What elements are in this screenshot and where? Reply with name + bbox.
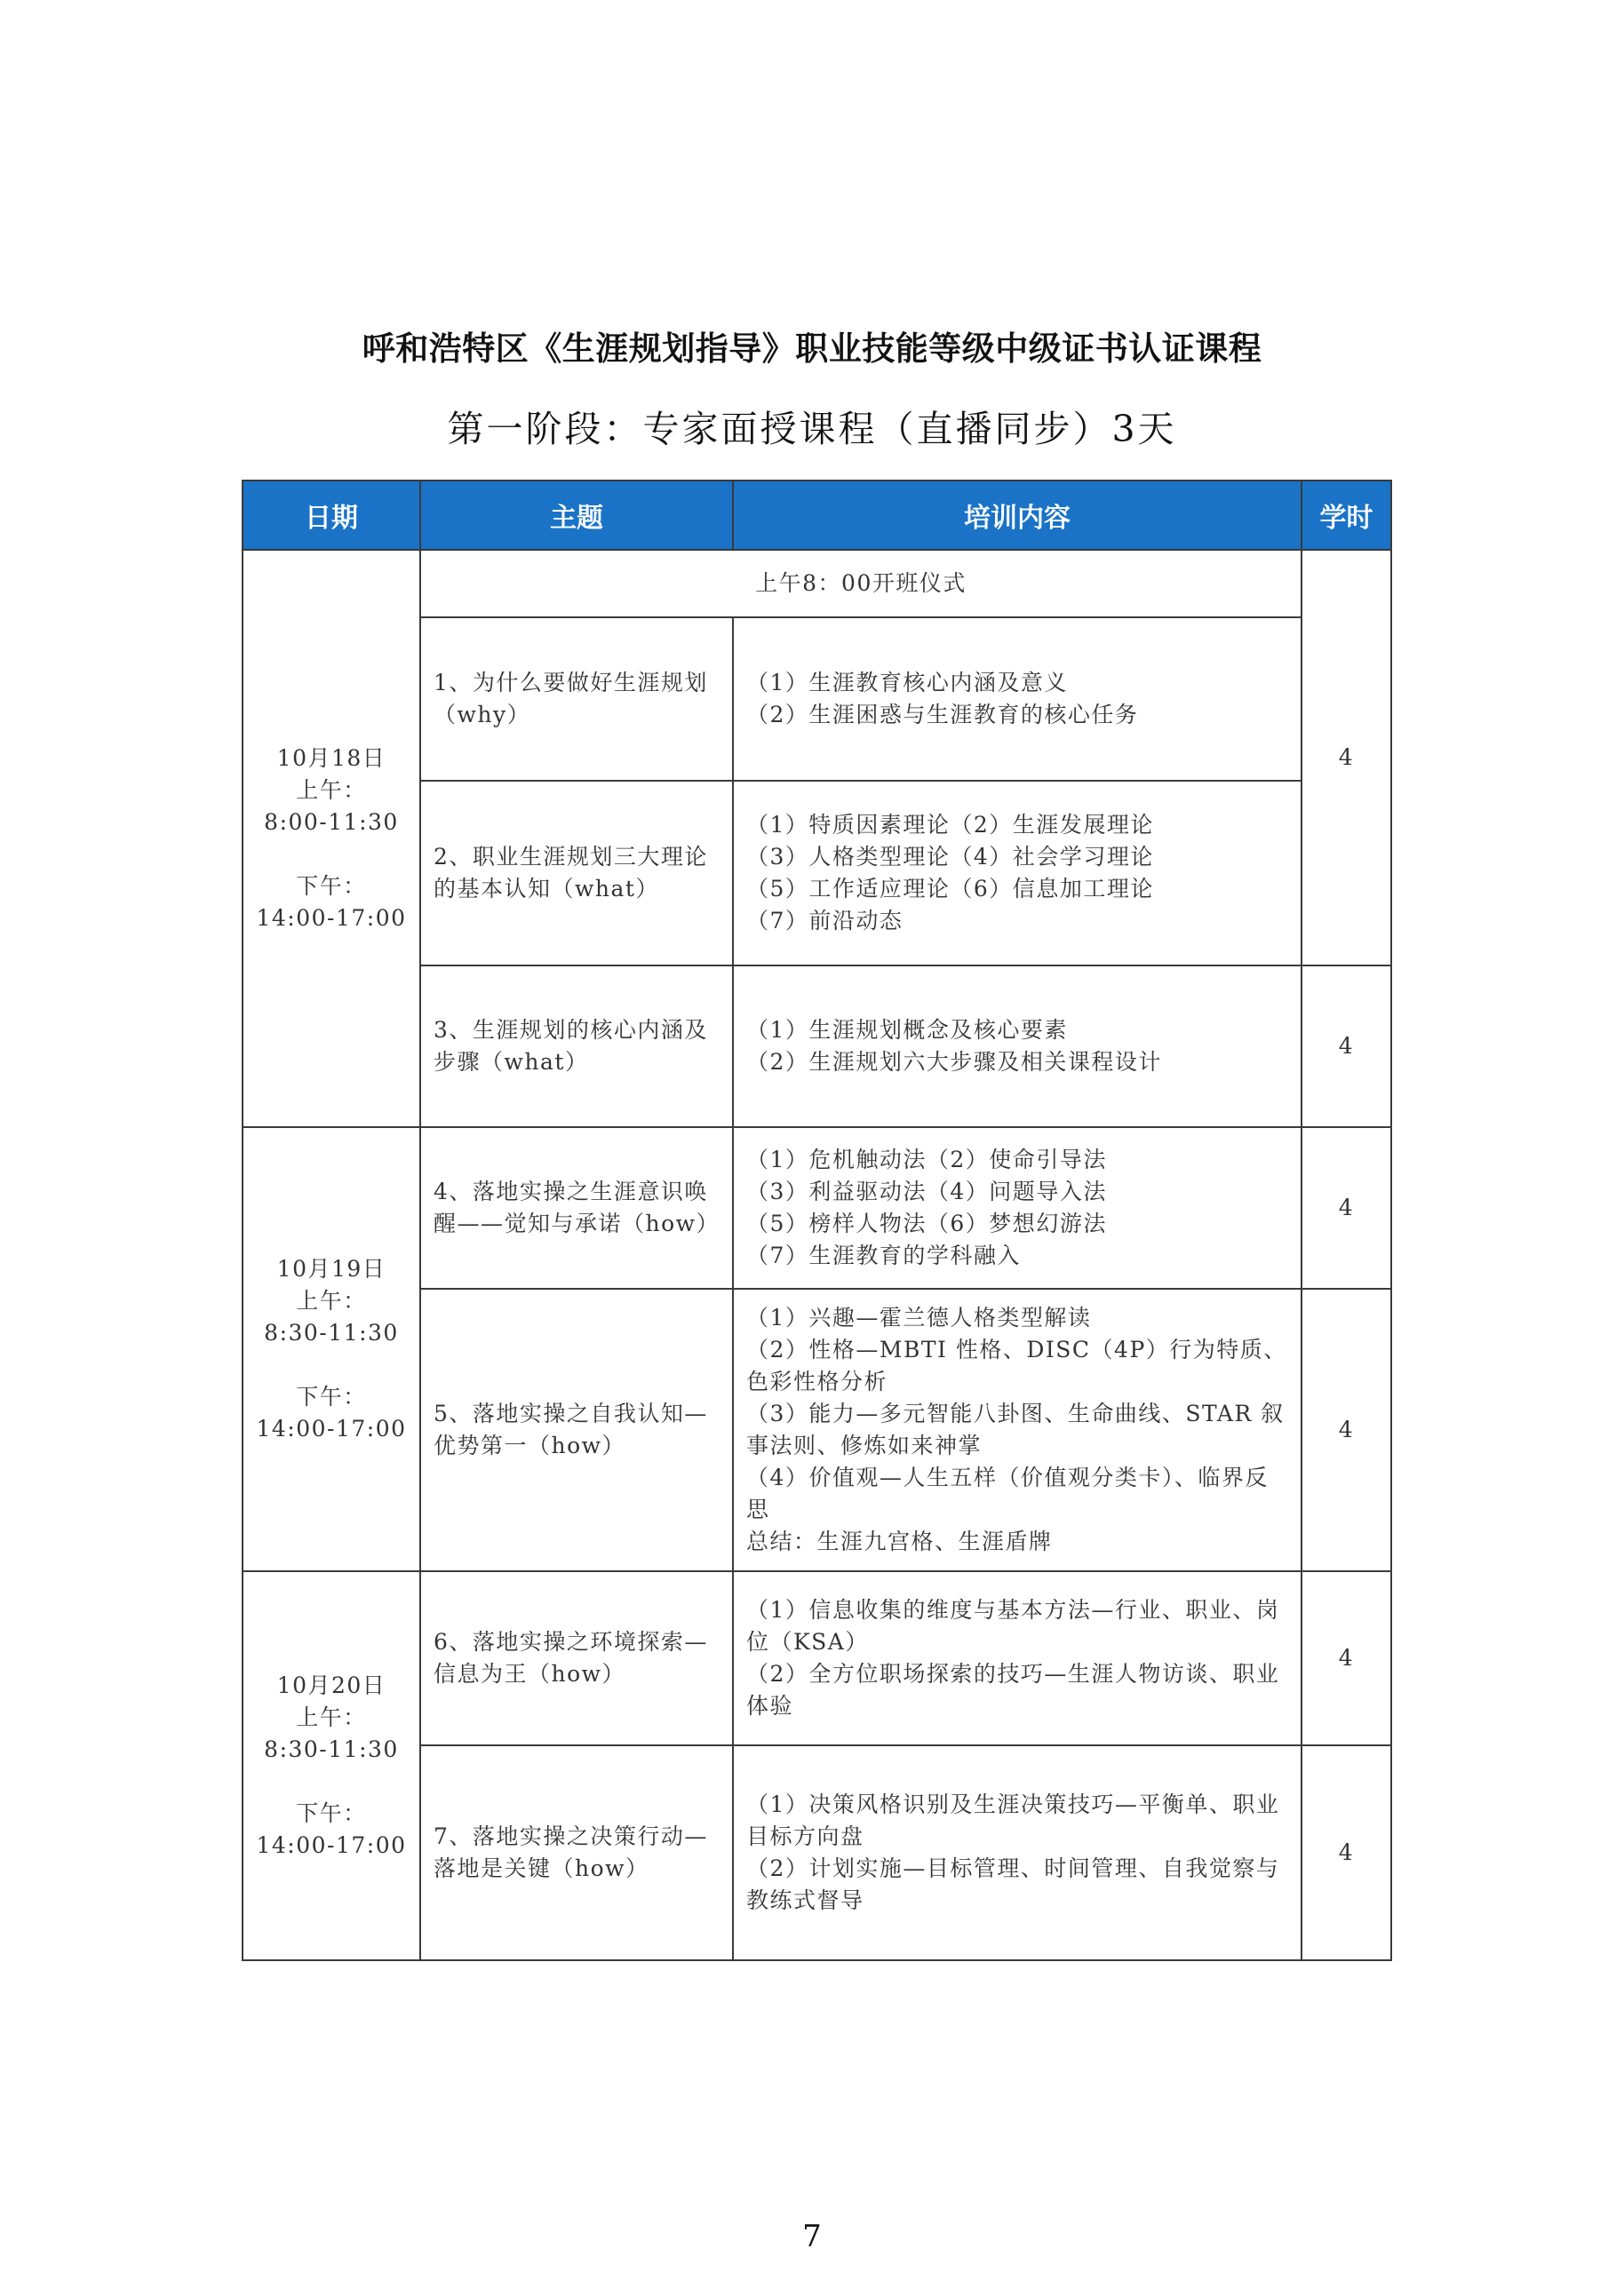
content-line: （1）信息收集的维度与基本方法—行业、职业、岗位（KSA） — [746, 1597, 1280, 1655]
content-line: （1）决策风格识别及生涯决策技巧—平衡单、职业目标方向盘 — [746, 1792, 1280, 1849]
content-line: （3）利益驱动法（4）问题导入法 — [746, 1179, 1107, 1204]
content-line: （1）特质因素理论（2）生涯发展理论 — [746, 812, 1154, 838]
morning-time: 8:00-11:30 — [264, 809, 399, 835]
document-subtitle: 第一阶段：专家面授课程（直播同步）3天 — [447, 408, 1177, 450]
content-line: （2）计划实施—目标管理、时间管理、自我觉察与教练式督导 — [746, 1855, 1280, 1913]
date-label: 10月20日 — [276, 1672, 386, 1698]
content-line: （7）生涯教育的学科融入 — [746, 1243, 1021, 1268]
hours-cell: 4 — [1302, 1571, 1391, 1745]
content-line: 总结：生涯九宫格、生涯盾牌 — [746, 1529, 1053, 1554]
table-header-row — [243, 481, 1391, 550]
hours-cell: 4 — [1302, 550, 1391, 965]
content-cell — [733, 1127, 1302, 1289]
date-label: 10月19日 — [276, 1256, 386, 1282]
content-line: （1）危机触动法（2）使命引导法 — [746, 1147, 1107, 1172]
header-topic: 主题 — [420, 481, 733, 550]
content-line: （2）性格—MBTI 性格、DISC（4P）行为特质、色彩性格分析 — [746, 1337, 1287, 1394]
content-line: （7）前沿动态 — [746, 908, 904, 933]
morning-time: 8:30-11:30 — [264, 1736, 399, 1762]
content-line: （1）生涯教育核心内涵及意义 — [746, 670, 1068, 695]
topic-cell: 1、为什么要做好生涯规划（why） — [420, 617, 733, 781]
content-line: （2）生涯规划六大步骤及相关课程设计 — [746, 1049, 1162, 1075]
morning-label: 上午： — [296, 1288, 367, 1314]
topic-cell: 7、落地实操之决策行动—落地是关键（how） — [420, 1745, 733, 1960]
topic-cell: 2、职业生涯规划三大理论的基本认知（what） — [420, 781, 733, 965]
afternoon-time: 14:00-17:00 — [256, 905, 407, 931]
afternoon-label: 下午： — [296, 1384, 367, 1410]
content-cell — [733, 1571, 1302, 1745]
table-row — [243, 550, 1391, 617]
date-gap — [256, 1349, 407, 1381]
content-cell — [733, 781, 1302, 965]
morning-label: 上午： — [296, 1704, 367, 1730]
hours-cell: 4 — [1302, 1745, 1391, 1960]
date-cell-day3 — [243, 1571, 420, 1960]
afternoon-time: 14:00-17:00 — [256, 1416, 407, 1442]
page-number: 7 — [802, 2219, 822, 2254]
content-line: （3）人格类型理论（4）社会学习理论 — [746, 844, 1154, 870]
morning-label: 上午： — [296, 777, 367, 803]
content-cell — [733, 1289, 1302, 1571]
header-content: 培训内容 — [733, 481, 1302, 550]
content-line: （4）价值观—人生五样（价值观分类卡）、临界反思 — [746, 1465, 1269, 1522]
table-row — [243, 1571, 1391, 1745]
content-line: （5）工作适应理论（6）信息加工理论 — [746, 876, 1154, 902]
document-title: 呼和浩特区《生涯规划指导》职业技能等级中级证书认证课程 — [362, 330, 1262, 368]
content-line: （3）能力—多元智能八卦图、生命曲线、STAR 叙事法则、修炼如来神掌 — [746, 1401, 1285, 1458]
topic-cell: 6、落地实操之环境探索—信息为王（how） — [420, 1571, 733, 1745]
content-line: （5）榜样人物法（6）梦想幻游法 — [746, 1211, 1107, 1236]
content-line: （1）生涯规划概念及核心要素 — [746, 1017, 1068, 1043]
header-hours: 学时 — [1302, 481, 1391, 550]
hours-cell: 4 — [1302, 965, 1391, 1127]
morning-time: 8:30-11:30 — [264, 1320, 399, 1346]
date-gap — [256, 1766, 407, 1798]
date-label: 10月18日 — [276, 745, 386, 771]
hours-cell: 4 — [1302, 1127, 1391, 1289]
afternoon-time: 14:00-17:00 — [256, 1832, 407, 1858]
content-cell — [733, 1745, 1302, 1960]
content-line: （2）全方位职场探索的技巧—生涯人物访谈、职业体验 — [746, 1661, 1280, 1719]
hours-cell: 4 — [1302, 1289, 1391, 1571]
topic-cell: 4、落地实操之生涯意识唤醒——觉知与承诺（how） — [420, 1127, 733, 1289]
opening-ceremony: 上午8：00开班仪式 — [420, 550, 1302, 617]
content-line: （2）生涯困惑与生涯教育的核心任务 — [746, 702, 1139, 727]
afternoon-label: 下午： — [296, 1800, 367, 1826]
content-cell — [733, 965, 1302, 1127]
table-row — [243, 1127, 1391, 1289]
topic-cell: 3、生涯规划的核心内涵及步骤（what） — [420, 965, 733, 1127]
date-cell-day2 — [243, 1127, 420, 1571]
afternoon-label: 下午： — [296, 873, 367, 899]
date-gap — [256, 838, 407, 870]
date-cell-day1 — [243, 550, 420, 1127]
header-date: 日期 — [243, 481, 420, 550]
content-line: （1）兴趣—霍兰德人格类型解读 — [746, 1305, 1092, 1331]
content-cell — [733, 617, 1302, 781]
course-schedule-table — [242, 480, 1392, 1961]
topic-cell: 5、落地实操之自我认知—优势第一（how） — [420, 1289, 733, 1571]
